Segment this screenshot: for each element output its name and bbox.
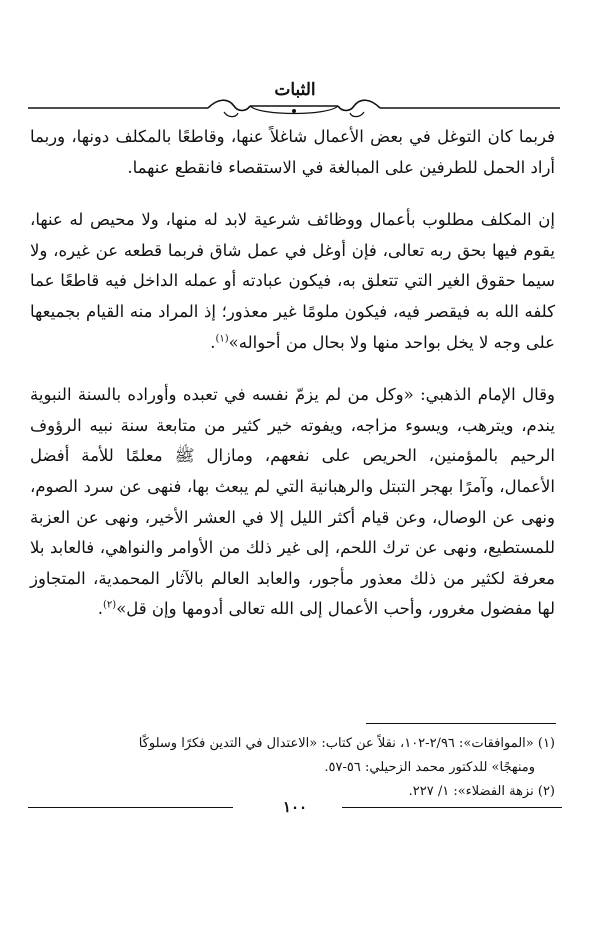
paragraph-text: وقال الإمام الذهبي: «وكل من لم يزمّ نفسه في تعبده وأوراده بالسنة النبوية يندم، ويترهب، ويسوء مزاجه، ويفوته خير كثير من متابعة سنة نبيه الرؤوف الرحيم بالمؤمنين، الحريص على نفعهم، ومازال ﷺ معلمًا للأمة أفضل الأعمال، وآمرًا بهجر التبتل والرهبانية التي لم يبعث بها، فنهى عن سرد الصوم، ونهى عن الوصال، وعن قيام أكثر الليل إلا في العشر الأخير، ونهى عن العزبة للمستطيع، ونهى عن ترك اللحم، إلى غير ذلك من الأوامر والنواهي، فالعابد بلا معرفة لكثير من ذلك معذور مأجور، والعابد العالم بالآثار المحمدية، المتجاوز لها مفضول مغرور، وأحب الأعمال إلى الله تعالى أدومها وإن قل» bbox=[30, 385, 556, 619]
footer-rule-right bbox=[342, 807, 562, 808]
footnote-ref: (٢) bbox=[103, 599, 117, 611]
page-footer bbox=[28, 794, 562, 820]
paragraph: فربما كان التوغل في بعض الأعمال شاغلاً عنها، وقاطعًا بالمكلف دونها، وربما أراد الحمل للطرفين على المبالغة في الاستقصاء فانقطع عنهما. bbox=[30, 127, 555, 177]
paragraph: وقال الإمام الذهبي: «وكل من لم يزمّ نفسه في تعبده وأوراده بالسنة النبوية يندم، ويترهب، ويسوء مزاجه، ويفوته خير كثير من متابعة سنة نبيه الرؤوف الرحيم بالمؤمنين، الحريص على نفعهم، ومازال ﷺ معلمًا للأمة أفضل الأعمال، وآمرًا بهجر التبتل والرهبانية التي لم يبعث بها، فنهى عن سرد الصوم، ونهى عن الوصال، وعن قيام أكثر الليل إلا في العشر الأخير، ونهى عن العزبة للمستطيع، ونهى عن ترك اللحم، إلى غير ذلك من الأوامر والنواهي، فالعابد بلا معرفة لكثير من ذلك معذور مأجور، والعابد العالم بالآثار المحمدية، المتجاوز لها مفضول مغرور، وأحب الأعمال إلى الله تعالى أدومها وإن قل»$^{(٢)}$. bbox=[30, 385, 556, 619]
main-text bbox=[30, 122, 555, 625]
paragraph-text: إن المكلف مطلوب بأعمال ووظائف شرعية لابد له منها، ولا محيص له عنها، يقوم فيها بحق ربه تعالى، فإن أوغل في عمل شاق فربما قطعه عن غيره، ولا سيما حقوق الغير التي تتعلق به، فيكون عبادته أو عمله الداخل فيه قاطعًا عما كلفه الله به فيقصر فيه، فيكون ملومًا غير معذور؛ إذ المراد منه القيام بجميعها على وجه لا يخل بواحد منها ولا بحال من أحواله» bbox=[30, 210, 555, 352]
page-number: ١٠٠ bbox=[282, 798, 308, 816]
running-header-title: الثبات bbox=[274, 80, 316, 100]
footnote: (١) «الموافقات»: ٢/٩٦-١٠٢، نقلاً عن كتاب: «الاعتدال في التدين فكرًا وسلوكًا bbox=[138, 736, 555, 751]
header-ornament bbox=[28, 96, 560, 120]
footnote-ref: (١) bbox=[215, 333, 229, 345]
footnote: (٢) نزهة الفضلاء»: ١/ ٢٢٧. bbox=[408, 784, 555, 799]
paragraph: إن المكلف مطلوب بأعمال ووظائف شرعية لابد له منها، ولا محيص له عنها، يقوم فيها بحق ربه تعالى، فإن أوغل في عمل شاق فربما قطعه عن غيره، ولا سيما حقوق الغير التي تتعلق به، فيكون عبادته أو عمله الداخل فيه قاطعًا عما كلفه الله به فيقصر فيه، فيكون ملومًا غير معذور؛ إذ المراد منه القيام بجميعها على وجه لا يخل بواحد منها ولا بحال من أحواله»$^{(١)}$. bbox=[30, 210, 555, 352]
footnote-separator bbox=[366, 723, 556, 724]
footnote-continuation: ومنهجًا» للدكتور محمد الزحيلي: ٥٦-٥٧. bbox=[324, 760, 535, 775]
